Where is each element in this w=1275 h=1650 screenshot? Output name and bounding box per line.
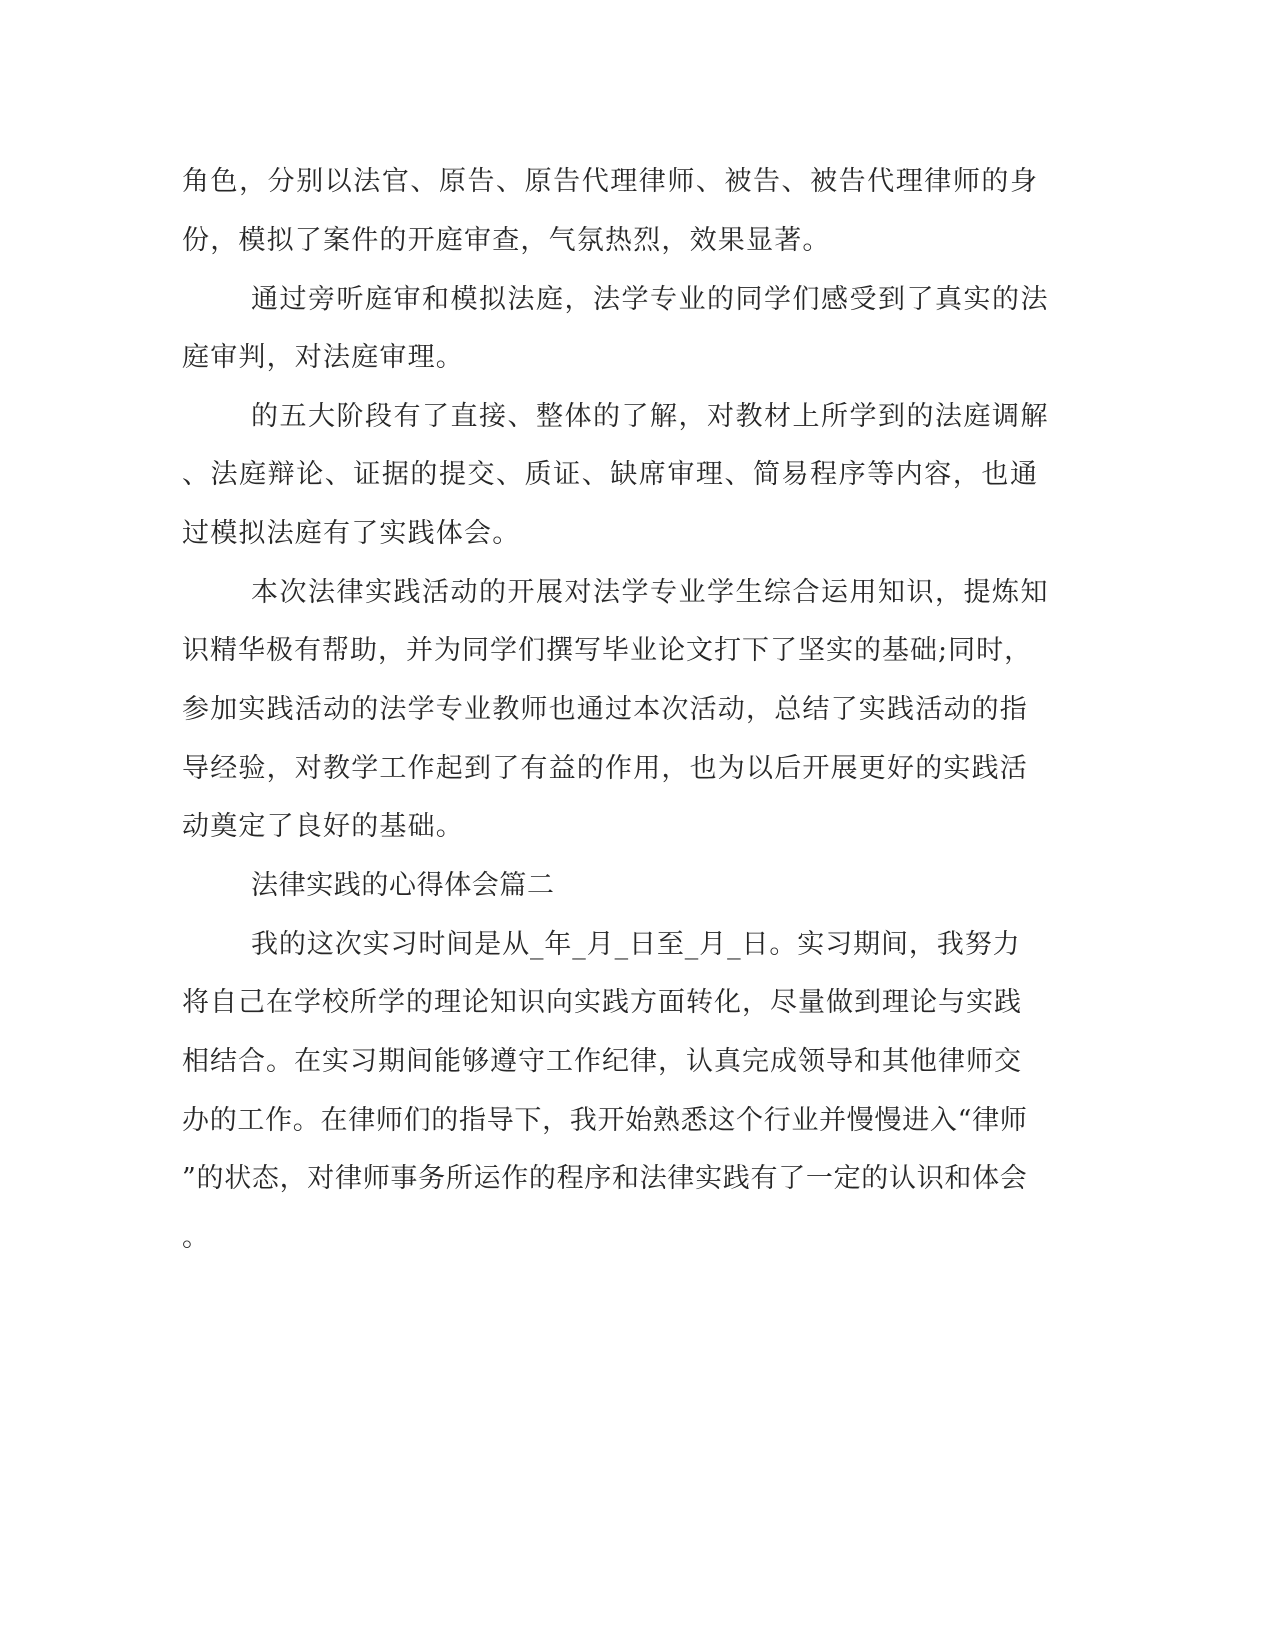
section-heading: 法律实践的心得体会篇二	[251, 870, 555, 901]
text-line: ”的状态，对律师事务所运作的程序和法律实践有了一定的认识和体会	[182, 1163, 1028, 1194]
text-line: 通过旁听庭审和模拟法庭，法学专业的同学们感受到了真实的法	[251, 284, 1049, 315]
text-line: 的五大阶段有了直接、整体的了解，对教材上所学到的法庭调解	[251, 401, 1049, 432]
text-line: 导经验，对教学工作起到了有益的作用，也为以后开展更好的实践活	[182, 753, 1028, 784]
text-line: 动奠定了良好的基础。	[182, 811, 464, 842]
text-line: 参加实践活动的法学专业教师也通过本次活动，总结了实践活动的指	[182, 694, 1028, 725]
text-line: 识精华极有帮助，并为同学们撰写毕业论文打下了坚实的基础;同时，	[182, 635, 1033, 666]
text-line: 角色，分别以法官、原告、原告代理律师、被告、被告代理律师的身	[182, 166, 1039, 197]
text-line: 、法庭辩论、证据的提交、质证、缺席审理、简易程序等内容，也通	[182, 459, 1039, 490]
text-line: 过模拟法庭有了实践体会。	[182, 518, 521, 549]
text-line: 份，模拟了案件的开庭审查，气氛热烈，效果显著。	[182, 225, 831, 256]
text-line: 办的工作。在律师们的指导下，我开始熟悉这个行业并慢慢进入“律师	[182, 1105, 1028, 1136]
text-line: 我的这次实习时间是从_年_月_日至_月_日。实习期间，我努力	[251, 929, 1021, 960]
text-line: 本次法律实践活动的开展对法学专业学生综合运用知识，提炼知	[251, 577, 1049, 608]
text-line: 将自己在学校所学的理论知识向实践方面转化，尽量做到理论与实践	[182, 987, 1022, 1018]
text-line: 相结合。在实习期间能够遵守工作纪律，认真完成领导和其他律师交	[182, 1046, 1022, 1077]
text-line: 。	[182, 1222, 209, 1253]
text-line: 庭审判，对法庭审理。	[182, 342, 464, 373]
